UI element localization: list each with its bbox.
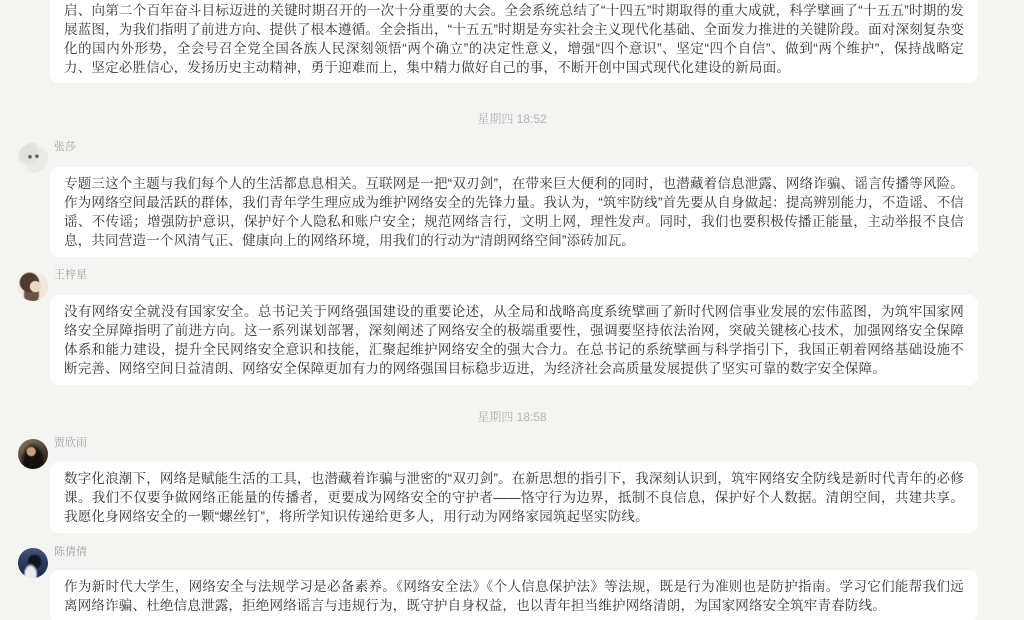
sender-name: 陈倩倩 [54,546,87,558]
timestamp: 星期四 18:52 [477,112,547,126]
message-bubble[interactable]: 启、向第二个百年奋斗目标迈进的关键时期召开的一次十分重要的大会。全会系统总结了“十四五”时期取得的重大成就，科学擘画了“十五五”时期的发展蓝图，为我们指明了前进方向、提供了根本遵循。全会指出，“十五五”时期是夯实社会主义现代化基础、全面发力推进的关键阶段。面对深刻复杂变化的国内外形势，全会号召全党全国各族人民深刻领悟“两个确立”的决定性意义，增强“四个意识”、坚定“四个自信”、做到“两个维护”，保持战略定力、坚定必胜信心，发扬历史主动精神，勇于迎难而上，集中精力做好自己的事，不断开创中国式现代化建设的新局面。 [50,0,978,83]
sender-name: 贾欣雨 [54,437,87,449]
timestamp: 星期四 18:58 [477,410,547,424]
message-bubble[interactable]: 数字化浪潮下，网络是赋能生活的工具，也潜藏着诈骗与泄密的“双刃剑”。在新思想的指引下，我深刻认识到，筑牢网络安全防线是新时代青年的必修课。我们不仅要争做网络正能量的传播者，更要成为网络安全的守护者——恪守行为边界，抵制不良信息，保护好个人数据。清朗空间，共建共享。我愿化身网络安全的一颗“螺丝钉”，将所学知识传递给更多人，用行动为网络家园筑起坚实防线。 [50,462,978,533]
avatar[interactable] [18,143,48,173]
avatar[interactable] [18,439,48,469]
sender-name: 张莎 [54,141,76,153]
avatar[interactable] [18,548,48,578]
message-bubble[interactable]: 没有网络安全就没有国家安全。总书记关于网络强国建设的重要论述，从全局和战略高度系统擘画了新时代网信事业发展的宏伟蓝图，为筑牢国家网络安全屏障指明了前进方向。这一系列谋划部署，深刻阐述了网络安全的极端重要性，强调要坚持依法治网，突破关键核心技术，加强网络安全保障体系和能力建设，提升全民网络安全意识和技能，汇聚起维护网络安全的强大合力。在总书记的系统擘画与科学指引下，我国正朝着网络基础设施不断完善、网络空间日益清朗、网络安全保障更加有力的网络强国目标稳步迈进，为经济社会高质量发展提供了坚实可靠的数字安全保障。 [50,295,978,385]
message-bubble[interactable]: 作为新时代大学生，网络安全与法规学习是必备素养。《网络安全法》《个人信息保护法》等法规，既是行为准则也是防护指南。学习它们能帮我们远离网络诈骗、杜绝信息泄露，拒绝网络谣言与违规行为，既守护自身权益，也以青年担当维护网络清朗，为国家网络安全筑牢青春防线。 [50,570,978,620]
avatar[interactable] [18,271,48,301]
sender-name: 王梓星 [54,269,87,281]
message-bubble[interactable]: 专题三这个主题与我们每个人的生活都息息相关。互联网是一把“双刃剑”，在带来巨大便利的同时，也潜藏着信息泄露、网络诈骗、谣言传播等风险。作为网络空间最活跃的群体，我们青年学生理应成为维护网络安全的先锋力量。我认为，“筑牢防线”首先要从自身做起：提高辨别能力，不造谣、不信谣、不传谣；增强防护意识，保护好个人隐私和账户安全；规范网络言行，文明上网，理性发声。同时，我们也要积极传播正能量，主动举报不良信息，共同营造一个风清气正、健康向上的网络环境，用我们的行动为“清朗网络空间”添砖加瓦。 [50,167,978,257]
